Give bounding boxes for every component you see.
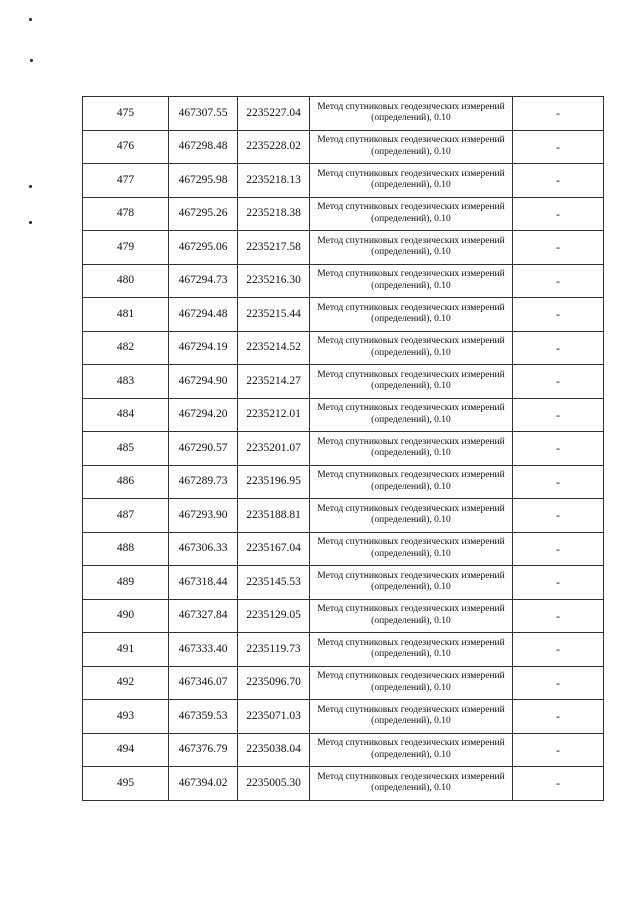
method-description: Метод спутниковых геодезических измерений (определений), 0.10 <box>310 633 513 667</box>
table-row <box>83 130 604 164</box>
point-number: 475 <box>83 97 169 131</box>
note-cell: - <box>513 767 604 801</box>
coordinate-x: 467298.48 <box>169 130 238 164</box>
method-description: Метод спутниковых геодезических измерений (определений), 0.10 <box>310 365 513 399</box>
table-row <box>83 331 604 365</box>
method-description: Метод спутниковых геодезических измерений (определений), 0.10 <box>310 130 513 164</box>
method-description: Метод спутниковых геодезических измерений (определений), 0.10 <box>310 264 513 298</box>
note-cell: - <box>513 666 604 700</box>
coordinate-y: 2235228.02 <box>238 130 310 164</box>
point-number: 480 <box>83 264 169 298</box>
coordinate-y: 2235217.58 <box>238 231 310 265</box>
scan-speck <box>29 185 32 188</box>
method-description: Метод спутниковых геодезических измерений (определений), 0.10 <box>310 767 513 801</box>
table-row <box>83 700 604 734</box>
coordinate-y: 2235188.81 <box>238 499 310 533</box>
coordinate-x: 467295.06 <box>169 231 238 265</box>
method-description: Метод спутниковых геодезических измерений (определений), 0.10 <box>310 700 513 734</box>
point-number: 485 <box>83 432 169 466</box>
coordinate-y: 2235218.38 <box>238 197 310 231</box>
table-row <box>83 465 604 499</box>
method-description: Метод спутниковых геодезических измерений (определений), 0.10 <box>310 331 513 365</box>
coordinate-x: 467294.48 <box>169 298 238 332</box>
method-description: Метод спутниковых геодезических измерений (определений), 0.10 <box>310 599 513 633</box>
point-number: 479 <box>83 231 169 265</box>
note-cell: - <box>513 264 604 298</box>
point-number: 484 <box>83 398 169 432</box>
coordinate-x: 467318.44 <box>169 566 238 600</box>
note-cell: - <box>513 432 604 466</box>
table-row <box>83 398 604 432</box>
coordinate-x: 467293.90 <box>169 499 238 533</box>
coordinate-y: 2235096.70 <box>238 666 310 700</box>
coordinate-y: 2235214.27 <box>238 365 310 399</box>
coordinate-y: 2235005.30 <box>238 767 310 801</box>
method-description: Метод спутниковых геодезических измерений (определений), 0.10 <box>310 666 513 700</box>
table-row <box>83 432 604 466</box>
note-cell: - <box>513 231 604 265</box>
table-row <box>83 566 604 600</box>
coordinate-x: 467294.19 <box>169 331 238 365</box>
method-description: Метод спутниковых геодезических измерений (определений), 0.10 <box>310 532 513 566</box>
note-cell: - <box>513 733 604 767</box>
table-row <box>83 197 604 231</box>
point-number: 488 <box>83 532 169 566</box>
method-description: Метод спутниковых геодезических измерений (определений), 0.10 <box>310 97 513 131</box>
coordinate-x: 467294.73 <box>169 264 238 298</box>
note-cell: - <box>513 700 604 734</box>
method-description: Метод спутниковых геодезических измерений (определений), 0.10 <box>310 733 513 767</box>
table-row <box>83 599 604 633</box>
point-number: 486 <box>83 465 169 499</box>
note-cell: - <box>513 465 604 499</box>
coordinate-x: 467289.73 <box>169 465 238 499</box>
table-row <box>83 97 604 131</box>
coordinates-table <box>82 96 604 801</box>
method-description: Метод спутниковых геодезических измерений (определений), 0.10 <box>310 298 513 332</box>
coordinate-x: 467294.20 <box>169 398 238 432</box>
note-cell: - <box>513 532 604 566</box>
coordinate-x: 467376.79 <box>169 733 238 767</box>
method-description: Метод спутниковых геодезических измерений (определений), 0.10 <box>310 231 513 265</box>
coordinate-x: 467327.84 <box>169 599 238 633</box>
point-number: 477 <box>83 164 169 198</box>
note-cell: - <box>513 633 604 667</box>
coordinate-x: 467306.33 <box>169 532 238 566</box>
coordinate-x: 467346.07 <box>169 666 238 700</box>
point-number: 493 <box>83 700 169 734</box>
table-row <box>83 733 604 767</box>
table-row <box>83 767 604 801</box>
coordinate-y: 2235214.52 <box>238 331 310 365</box>
table-row <box>83 164 604 198</box>
point-number: 487 <box>83 499 169 533</box>
point-number: 494 <box>83 733 169 767</box>
note-cell: - <box>513 331 604 365</box>
table-row <box>83 231 604 265</box>
table-row <box>83 298 604 332</box>
table-row <box>83 264 604 298</box>
scan-speck <box>29 221 32 224</box>
coordinate-y: 2235201.07 <box>238 432 310 466</box>
coordinate-y: 2235038.04 <box>238 733 310 767</box>
note-cell: - <box>513 298 604 332</box>
note-cell: - <box>513 499 604 533</box>
point-number: 478 <box>83 197 169 231</box>
coordinate-y: 2235119.73 <box>238 633 310 667</box>
coordinate-x: 467295.26 <box>169 197 238 231</box>
note-cell: - <box>513 164 604 198</box>
point-number: 492 <box>83 666 169 700</box>
point-number: 489 <box>83 566 169 600</box>
note-cell: - <box>513 197 604 231</box>
coordinate-y: 2235071.03 <box>238 700 310 734</box>
coordinate-y: 2235215.44 <box>238 298 310 332</box>
point-number: 495 <box>83 767 169 801</box>
point-number: 482 <box>83 331 169 365</box>
table-row <box>83 532 604 566</box>
coordinate-y: 2235145.53 <box>238 566 310 600</box>
table-row <box>83 666 604 700</box>
coordinate-y: 2235212.01 <box>238 398 310 432</box>
point-number: 491 <box>83 633 169 667</box>
point-number: 483 <box>83 365 169 399</box>
coordinate-x: 467307.55 <box>169 97 238 131</box>
coordinates-table-body <box>83 97 604 801</box>
table-row <box>83 499 604 533</box>
table-row <box>83 633 604 667</box>
coordinate-x: 467294.90 <box>169 365 238 399</box>
table-row <box>83 365 604 399</box>
point-number: 481 <box>83 298 169 332</box>
coordinate-x: 467333.40 <box>169 633 238 667</box>
method-description: Метод спутниковых геодезических измерений (определений), 0.10 <box>310 432 513 466</box>
coordinate-y: 2235196.95 <box>238 465 310 499</box>
coordinate-x: 467290.57 <box>169 432 238 466</box>
point-number: 490 <box>83 599 169 633</box>
note-cell: - <box>513 398 604 432</box>
method-description: Метод спутниковых геодезических измерений (определений), 0.10 <box>310 197 513 231</box>
coordinate-y: 2235227.04 <box>238 97 310 131</box>
coordinate-x: 467394.02 <box>169 767 238 801</box>
note-cell: - <box>513 599 604 633</box>
coordinate-x: 467359.53 <box>169 700 238 734</box>
note-cell: - <box>513 566 604 600</box>
method-description: Метод спутниковых геодезических измерений (определений), 0.10 <box>310 465 513 499</box>
note-cell: - <box>513 365 604 399</box>
coordinate-y: 2235129.05 <box>238 599 310 633</box>
coordinate-x: 467295.98 <box>169 164 238 198</box>
coordinate-y: 2235218.13 <box>238 164 310 198</box>
note-cell: - <box>513 97 604 131</box>
method-description: Метод спутниковых геодезических измерений (определений), 0.10 <box>310 499 513 533</box>
method-description: Метод спутниковых геодезических измерений (определений), 0.10 <box>310 398 513 432</box>
method-description: Метод спутниковых геодезических измерений (определений), 0.10 <box>310 164 513 198</box>
method-description: Метод спутниковых геодезических измерений (определений), 0.10 <box>310 566 513 600</box>
point-number: 476 <box>83 130 169 164</box>
scan-speck <box>29 18 32 21</box>
note-cell: - <box>513 130 604 164</box>
coordinate-y: 2235216.30 <box>238 264 310 298</box>
scan-speck <box>30 59 33 62</box>
coordinate-y: 2235167.04 <box>238 532 310 566</box>
